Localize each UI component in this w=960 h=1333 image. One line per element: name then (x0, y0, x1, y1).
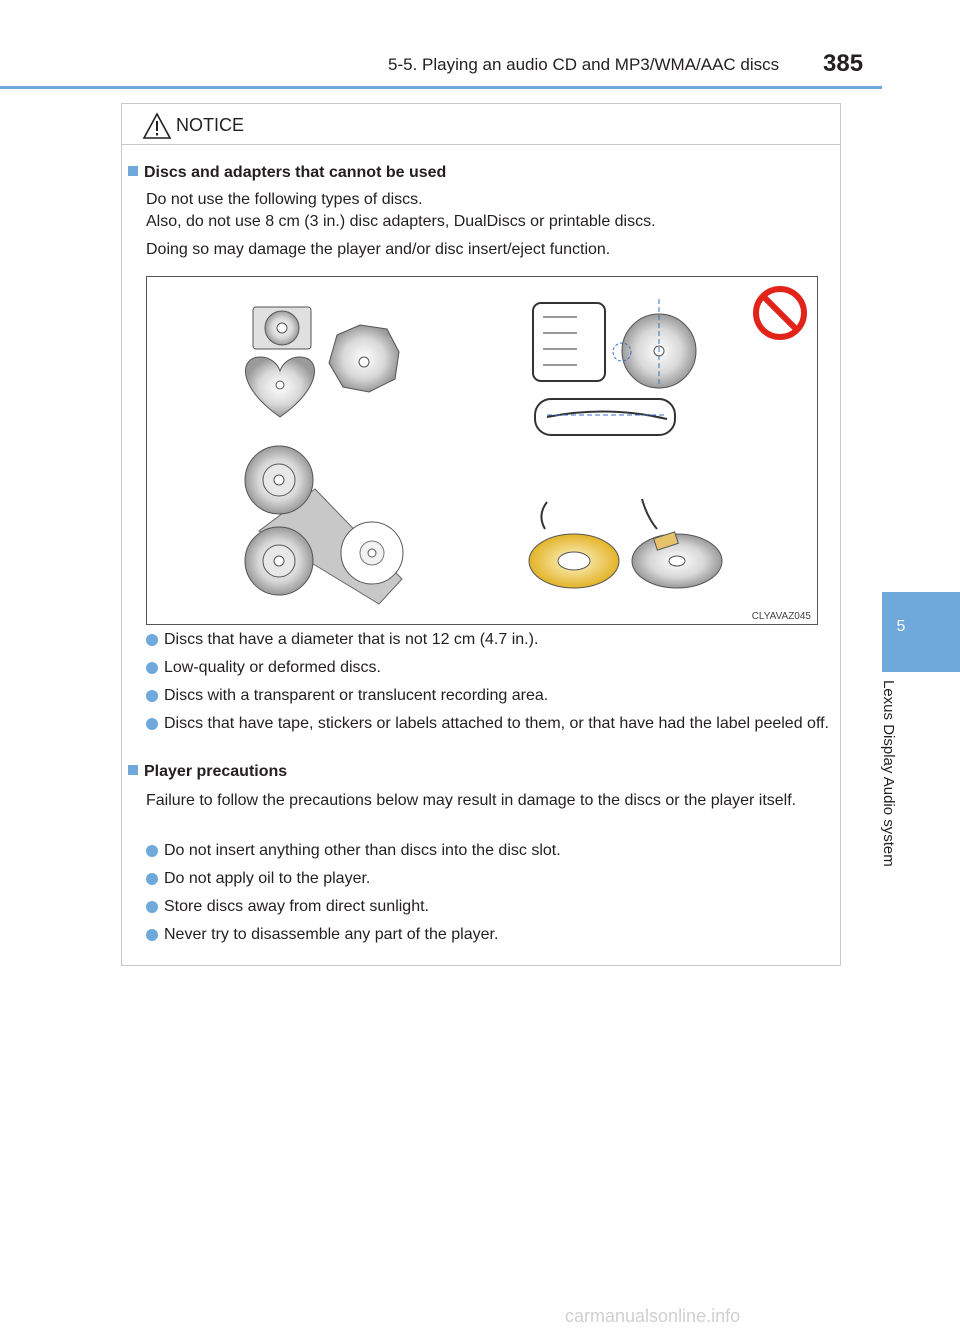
page-header-title: 5-5. Playing an audio CD and MP3/WMA/AAC discs (388, 55, 780, 74)
bullet-dot-icon (146, 873, 158, 885)
bullet-dot-icon (146, 845, 158, 857)
list-item: Store discs away from direct sunlight. (146, 896, 836, 918)
small-square-disc (253, 307, 311, 349)
bullet-dot-icon (146, 718, 158, 730)
section-heading-player: Player precautions (128, 763, 287, 781)
square-bullet-icon (128, 765, 138, 775)
paragraph: Failure to follow the precautions below may result in damage to the discs or the player itself. (146, 792, 797, 809)
bullet-dot-icon (146, 634, 158, 646)
list-item: Discs that have a diameter that is not 12 cm (4.7 in.). (146, 629, 836, 651)
page-number: 385 (823, 50, 864, 77)
bullet-dot-icon (146, 690, 158, 702)
octagon-disc (329, 325, 399, 392)
adapter-discs (245, 446, 403, 604)
watermark: carmanualsonline.info (565, 1306, 741, 1326)
list-item: Low-quality or deformed discs. (146, 657, 836, 679)
heart-shaped-disc (246, 357, 315, 417)
header-rule (0, 86, 882, 89)
bullet-dot-icon (146, 929, 158, 941)
disc-illustration (147, 277, 817, 624)
paragraph: Doing so may damage the player and/or disc insert/eject function. (146, 241, 611, 258)
deformed-disc-callout (533, 299, 696, 435)
list-item: Never try to disassemble any part of the player. (146, 924, 836, 946)
square-bullet-icon (128, 166, 138, 176)
paragraph: Also, do not use 8 cm (3 in.) disc adapters, DualDiscs or printable discs. (146, 213, 656, 230)
list-item: Discs with a transparent or translucent recording area. (146, 685, 836, 707)
warning-triangle-icon (142, 112, 172, 140)
chapter-title: Lexus Display Audio system (880, 680, 897, 867)
chapter-tab (882, 592, 960, 672)
chapter-number: 5 (896, 618, 906, 635)
prohibited-icon (756, 289, 804, 337)
list-item: Discs that have tape, stickers or labels attached to them, or that have had the label peeled off. (146, 713, 836, 735)
notice-box (121, 103, 841, 966)
unusable-discs-figure (146, 276, 818, 625)
notice-label: NOTICE (176, 115, 245, 135)
bullet-dot-icon (146, 901, 158, 913)
tape-sticker-discs (529, 499, 722, 588)
section-heading-discs: Discs and adapters that cannot be used (128, 164, 446, 182)
list-item: Do not apply oil to the player. (146, 868, 836, 890)
chapter-side-label (880, 680, 920, 920)
notice-header (122, 104, 840, 145)
paragraph: Do not use the following types of discs. (146, 191, 423, 208)
bullet-dot-icon (146, 662, 158, 674)
figure-code: CLYAVAZ045 (751, 611, 811, 622)
list-item: Do not insert anything other than discs into the disc slot. (146, 840, 836, 862)
